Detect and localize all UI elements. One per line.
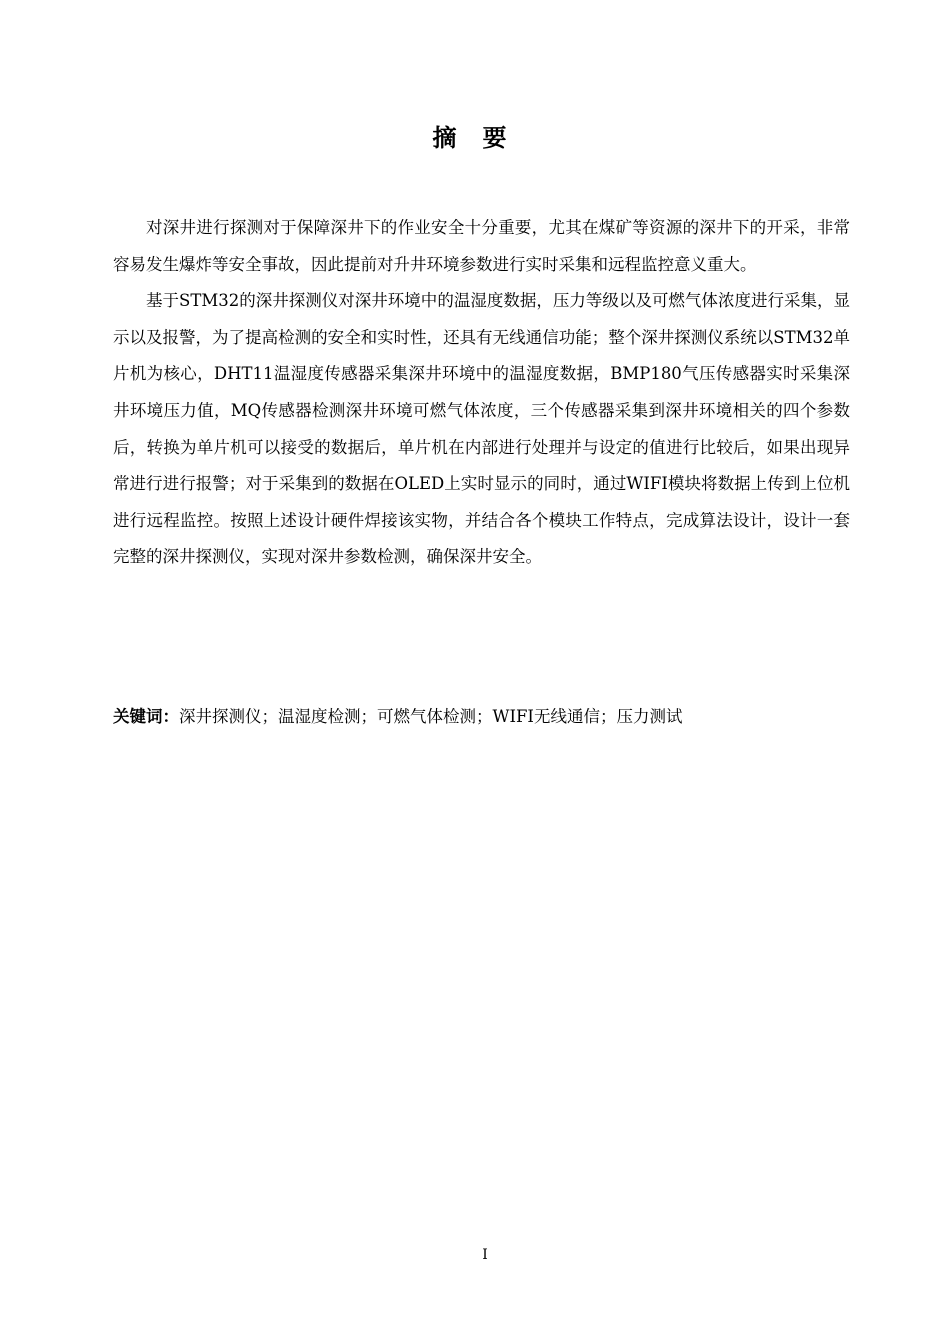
abstract-paragraph-1: 对深井进行探测对于保障深井下的作业安全十分重要，尤其在煤矿等资源的深井下的开采，非常容易发生爆炸等安全事故，因此提前对升井环境参数进行实时采集和远程监控意义重大。	[113, 218, 850, 274]
keywords-text: 深井探测仪；温湿度检测；可燃气体检测；WIFI无线通信；压力测试	[179, 707, 683, 726]
page-number: I	[482, 1247, 488, 1263]
keywords-label: 关键词：	[113, 707, 179, 726]
abstract-paragraph-2: 基于STM32的深井探测仪对深井环境中的温湿度数据，压力等级以及可燃气体浓度进行采集，显示以及报警，为了提高检测的安全和实时性，还具有无线通信功能；整个深井探测仪系统以STM32单片机为核心，DHT11温湿度传感器采集深井环境中的温湿度数据，BMP180气压传感器实时采集深井环境压力值，MQ传感器检测深井环境可燃气体浓度，三个传感器采集到深井环境相关的四个参数后，转换为单片机可以接受的数据后，单片机在内部进行处理并与设定的值进行比较后，如果出现异常进行进行报警；对于采集到的数据在OLED上实时显示的同时，通过WIFI模块将数据上传到上位机进行远程监控。按照上述设计硬件焊接该实物，并结合各个模块工作特点，完成算法设计，设计一套完整的深井探测仪，实现对深井参数检测，确保深井安全。	[113, 291, 850, 567]
abstract-body	[113, 210, 850, 576]
keywords-line	[113, 702, 850, 732]
abstract-title: 摘要	[432, 123, 533, 152]
